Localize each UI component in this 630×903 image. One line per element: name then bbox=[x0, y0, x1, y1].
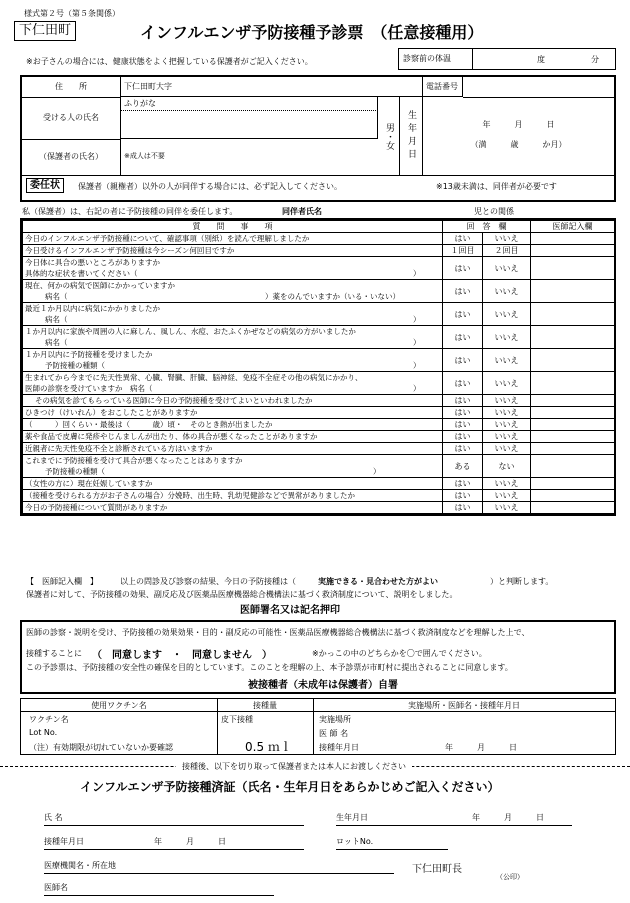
consent-block bbox=[20, 620, 616, 694]
furigana-label: ふりがな bbox=[120, 97, 378, 111]
injection-method: 皮下接種 bbox=[221, 715, 253, 724]
doctor-note-cell[interactable] bbox=[531, 407, 615, 419]
phone-field[interactable] bbox=[463, 77, 614, 98]
doctor-note-cell[interactable] bbox=[531, 478, 615, 490]
answer-option-1[interactable]: はい bbox=[443, 372, 483, 395]
question-detail-end: ）薬をのんでいますか（いる・いない） bbox=[265, 292, 400, 301]
name-label: 受ける人の氏名 bbox=[22, 97, 121, 140]
question-line: （女性の方に）現在妊娠していますか bbox=[25, 479, 153, 488]
question-row bbox=[23, 419, 615, 431]
question-row bbox=[23, 455, 615, 478]
answer-option-2[interactable]: いいえ bbox=[483, 233, 531, 245]
question-detail-end: ） bbox=[413, 384, 421, 393]
question-detail-end: ） bbox=[413, 315, 421, 324]
question-row bbox=[23, 303, 615, 326]
doctor-note-cell[interactable] bbox=[531, 326, 615, 349]
doctor-decision-choice[interactable]: 実施できる・見合わせた方がよい bbox=[318, 577, 438, 586]
answer-option-2[interactable]: いいえ bbox=[483, 372, 531, 395]
consent-line2-pre: 接種することに bbox=[26, 649, 82, 658]
certificate-date-label: 接種年月日 bbox=[44, 837, 84, 846]
vaccine-name-label[interactable]: ワクチン名 bbox=[29, 715, 69, 724]
question-detail-end: ） bbox=[413, 269, 421, 278]
address-value: 下仁田町大字 bbox=[120, 77, 423, 97]
name-field[interactable] bbox=[120, 111, 378, 139]
age-field[interactable]: （満 歳 か月） bbox=[470, 140, 567, 149]
doctor-note-cell[interactable] bbox=[531, 431, 615, 443]
answer-option-1[interactable]: はい bbox=[443, 443, 483, 455]
answer-option-2[interactable]: いいえ bbox=[483, 349, 531, 372]
doctor-note-cell[interactable] bbox=[531, 395, 615, 407]
doctor-decision-text: 以上の問診及び診察の結果、今日の予防接種は（ bbox=[120, 577, 296, 586]
doctor-note-cell[interactable] bbox=[531, 419, 615, 431]
question-line: （接種を受けられる方がお子さんの場合）分娩時、出生時、乳幼児健診などで異常がありましたか bbox=[25, 491, 355, 500]
doctor-note-cell[interactable] bbox=[531, 490, 615, 502]
adult-note: ※成人は不要 bbox=[124, 152, 165, 160]
answer-option-2[interactable]: いいえ bbox=[483, 407, 531, 419]
question-detail: 予防接種の種類（ bbox=[45, 361, 105, 370]
guardian-label: （保護者の氏名） bbox=[22, 139, 121, 175]
question-text bbox=[23, 443, 443, 455]
question-text bbox=[23, 257, 443, 280]
certificate-lot-label: ロットNo. bbox=[336, 837, 374, 846]
question-text bbox=[23, 478, 443, 490]
question-text bbox=[23, 372, 443, 395]
answer-header: 回 答 欄 bbox=[443, 221, 531, 233]
town-badge: 下仁田町 bbox=[14, 21, 76, 41]
certificate-birth-field[interactable] bbox=[336, 812, 572, 826]
doctor-note-cell[interactable] bbox=[531, 233, 615, 245]
answer-option-2[interactable]: いいえ bbox=[483, 443, 531, 455]
lot-label[interactable]: Lot No. bbox=[29, 728, 58, 737]
answer-option-1[interactable]: はい bbox=[443, 349, 483, 372]
cut-note: 接種後、以下を切り取って保護者または本人にお渡しください bbox=[176, 761, 412, 772]
answer-option-2[interactable]: いいえ bbox=[483, 419, 531, 431]
delegation-badge: 委任状 bbox=[26, 178, 64, 193]
consent-line1: 医師の診察・説明を受け、予防接種の効果効果・目的・副反応の可能性・医薬品医療機器総合機構法に基づく救済制度などを理解した上で、 bbox=[26, 628, 530, 637]
answer-option-1[interactable]: はい bbox=[443, 419, 483, 431]
answer-option-1[interactable]: はい bbox=[443, 257, 483, 280]
delegation-age-note: ※13歳未満は、同伴者が必要です bbox=[436, 182, 557, 191]
question-text bbox=[23, 233, 443, 245]
page-title: インフルエンザ予防接種予診票 （任意接種用） bbox=[140, 23, 484, 42]
question-text bbox=[23, 407, 443, 419]
doctor-section-label: 【 医師記入欄 】 bbox=[26, 577, 98, 586]
phone-label: 電話番号 bbox=[423, 77, 463, 97]
question-row bbox=[23, 407, 615, 419]
delegation-statement: 私（保護者）は、右記の者に予防接種の同伴を委任します。 bbox=[22, 207, 238, 216]
question-line: 今日受けるインフルエンザ予防接種は今シーズン何回目ですか bbox=[25, 246, 235, 255]
doctor-name-label[interactable]: 医 師 名 bbox=[319, 729, 349, 738]
question-text bbox=[23, 326, 443, 349]
certificate-birth-label: 生年月日 bbox=[336, 813, 368, 822]
question-detail-end: ） bbox=[413, 338, 421, 347]
question-row bbox=[23, 395, 615, 407]
answer-option-1[interactable]: はい bbox=[443, 280, 483, 303]
doctor-decision-end: ）と判断します。 bbox=[490, 577, 554, 586]
question-line: 今日の予防接種について質問がありますか bbox=[25, 503, 168, 512]
question-row bbox=[23, 257, 615, 280]
question-detail-end: ） bbox=[413, 361, 421, 370]
doctor-note-cell[interactable] bbox=[531, 443, 615, 455]
question-detail: 予防接種の種類（ bbox=[45, 467, 105, 476]
question-detail-end: ） bbox=[373, 467, 381, 476]
certificate-doctor-label: 医師名 bbox=[44, 883, 68, 892]
consent-choice[interactable]: （ 同意します ・ 同意しません ） bbox=[92, 650, 272, 661]
question-detail: 具体的な症状を書いてください（ bbox=[25, 269, 138, 278]
expiry-note: （注）有効期限が切れていないか要確認 bbox=[29, 743, 173, 752]
answer-option-1[interactable]: １回目 bbox=[443, 245, 483, 257]
question-row bbox=[23, 502, 615, 514]
question-text bbox=[23, 490, 443, 502]
answer-option-2[interactable]: いいえ bbox=[483, 280, 531, 303]
question-detail: 病名（ bbox=[45, 338, 68, 347]
doctor-note-cell[interactable] bbox=[531, 455, 615, 478]
companion-name-label: 同伴者氏名 bbox=[282, 207, 322, 216]
certificate-name-label: 氏 名 bbox=[44, 813, 63, 822]
answer-option-2[interactable]: いいえ bbox=[483, 303, 531, 326]
divider bbox=[217, 699, 218, 754]
form-number: 様式第２号（第５条関係） bbox=[24, 9, 120, 18]
question-text bbox=[23, 502, 443, 514]
answer-option-2[interactable]: いいえ bbox=[483, 502, 531, 514]
certificate-doctor-field[interactable] bbox=[44, 882, 274, 896]
answer-option-1[interactable]: はい bbox=[443, 502, 483, 514]
question-text bbox=[23, 280, 443, 303]
vaccine-table bbox=[20, 698, 616, 755]
question-row bbox=[23, 233, 615, 245]
answer-option-2[interactable]: ２回目 bbox=[483, 245, 531, 257]
vaccine-name-header: 使用ワクチン名 bbox=[91, 701, 147, 710]
doctor-note-cell[interactable] bbox=[531, 257, 615, 280]
question-row bbox=[23, 443, 615, 455]
certificate-birth-ymd: 年 月 日 bbox=[472, 813, 544, 822]
temperature-box bbox=[398, 48, 616, 70]
answer-option-2[interactable]: いいえ bbox=[483, 478, 531, 490]
question-row bbox=[23, 372, 615, 395]
question-row bbox=[23, 245, 615, 257]
question-line: 生まれてから今までに先天性異常、心臓、腎臓、肝臓、脳神経、免疫不全症その他の病気にかかり、 bbox=[25, 373, 363, 382]
temperature-minute-unit: 分 bbox=[591, 55, 599, 64]
question-header: 質 問 事 項 bbox=[23, 221, 443, 233]
doctor-signature-label: 医師署名又は記名押印 bbox=[240, 605, 340, 616]
relation-label: 児との関係 bbox=[474, 207, 514, 216]
certificate-facility-label: 医療機関名・所在地 bbox=[44, 861, 116, 870]
doctor-note-cell[interactable] bbox=[531, 245, 615, 257]
question-row bbox=[23, 490, 615, 502]
birthdate-label: 生年月日 bbox=[400, 97, 423, 175]
question-line: １か月以内に家族や周囲の人に麻しん、風しん、水痘、おたふくかぜなどの病気の方がいましたか bbox=[25, 327, 356, 336]
question-line: ひきつけ（けいれん）をおこしたことがありますか bbox=[25, 408, 198, 417]
question-row bbox=[23, 280, 615, 303]
certificate-name-field[interactable] bbox=[44, 812, 304, 826]
answer-option-2[interactable]: いいえ bbox=[483, 490, 531, 502]
question-line: 近親者に先天性免疫不全と診断されている方はいますか bbox=[25, 444, 213, 453]
delegation-text: 保護者（親権者）以外の人が同伴する場合には、必ず記入してください。 bbox=[78, 182, 342, 191]
divider bbox=[22, 175, 614, 176]
question-line: これまでに予防接種を受けて具合が悪くなったことはありますか bbox=[25, 456, 243, 465]
official-seal: （公印） bbox=[496, 873, 524, 881]
consent-line3: この予診票は、予防接種の安全性の確保を目的としています。このことを理解の上、本予診票が市町村に提出されることに同意します。 bbox=[26, 663, 513, 672]
answer-option-1[interactable]: はい bbox=[443, 233, 483, 245]
question-line: 薬や食品で皮膚に発疹やじんましんが出たり、体の具合が悪くなったことがありますか bbox=[25, 432, 318, 441]
consent-signature-label: 被接種者（未成年は保護者）自署 bbox=[248, 680, 398, 691]
certificate-lot-field[interactable] bbox=[336, 836, 448, 850]
question-line: 現在、何かの病気で医師にかかっていますか bbox=[25, 281, 175, 290]
question-line: 最近１か月以内に病気にかかりましたか bbox=[25, 304, 160, 313]
certificate-date-field[interactable] bbox=[44, 836, 304, 850]
certificate-facility-field[interactable] bbox=[44, 860, 394, 874]
answer-option-2[interactable]: ない bbox=[483, 455, 531, 478]
question-row bbox=[23, 431, 615, 443]
question-detail: 病名（ bbox=[45, 292, 68, 301]
doctor-header: 医師記入欄 bbox=[531, 221, 615, 233]
answer-option-1[interactable]: はい bbox=[443, 407, 483, 419]
certificate-date-ymd: 年 月 日 bbox=[154, 837, 226, 846]
answer-option-1[interactable]: はい bbox=[443, 326, 483, 349]
dose-amount: 0.5 ｍｌ bbox=[245, 740, 292, 754]
question-detail: 病名（ bbox=[45, 315, 68, 324]
personal-info-block bbox=[20, 75, 616, 202]
answer-option-1[interactable]: はい bbox=[443, 478, 483, 490]
answer-option-1[interactable]: はい bbox=[443, 395, 483, 407]
question-text bbox=[23, 349, 443, 372]
question-text bbox=[23, 245, 443, 257]
certificate-title: インフルエンザ予防接種済証（氏名・生年月日をあらかじめご記入ください） bbox=[80, 780, 500, 794]
temperature-label: 診察前の体温 bbox=[399, 49, 473, 69]
address-label: 住 所 bbox=[22, 77, 121, 98]
answer-option-2[interactable]: いいえ bbox=[483, 395, 531, 407]
vaccination-date-ymd: 年 月 日 bbox=[445, 743, 517, 752]
question-text bbox=[23, 431, 443, 443]
question-row bbox=[23, 478, 615, 490]
questionnaire-table bbox=[20, 218, 616, 516]
answer-option-1[interactable]: はい bbox=[443, 431, 483, 443]
doctor-note-cell[interactable] bbox=[531, 502, 615, 514]
question-line: 今日体に具合の悪いところがありますか bbox=[25, 258, 160, 267]
question-detail: 医師の診察を受けていますか 病名（ bbox=[25, 384, 153, 393]
doctor-note-cell[interactable] bbox=[531, 303, 615, 326]
doctor-note-cell[interactable] bbox=[531, 280, 615, 303]
question-line: （ ）回くらい・最後は（ 歳）頃・ そのとき熱が出ましたか bbox=[25, 420, 273, 429]
answer-option-2[interactable]: いいえ bbox=[483, 431, 531, 443]
gender-selector[interactable]: 男・女 bbox=[378, 97, 400, 175]
doctor-note-cell[interactable] bbox=[531, 372, 615, 395]
temperature-degree-unit: 度 bbox=[537, 55, 545, 64]
place-label[interactable]: 実施場所 bbox=[319, 715, 351, 724]
question-row bbox=[23, 326, 615, 349]
question-line: １か月以内に予防接種を受けましたか bbox=[25, 350, 153, 359]
birthdate-ymd[interactable]: 年 月 日 bbox=[482, 120, 555, 129]
consent-instruction: ※かっこの中のどちらかを〇で囲んでください。 bbox=[312, 649, 487, 658]
place-header: 実施場所・医師名・接種年月日 bbox=[408, 701, 520, 710]
question-row bbox=[23, 349, 615, 372]
doctor-explanation: 保護者に対して、予防接種の効果、副反応及び医薬品医療機器総合機構法に基づく救済制度について、説明をしました。 bbox=[26, 590, 458, 599]
question-line: その病気を診てもらっている医師に今日の予防接種を受けてよいといわれましたか bbox=[35, 396, 313, 405]
answer-option-2[interactable]: いいえ bbox=[483, 257, 531, 280]
answer-option-2[interactable]: いいえ bbox=[483, 326, 531, 349]
answer-option-1[interactable]: はい bbox=[443, 490, 483, 502]
doctor-note-cell[interactable] bbox=[531, 349, 615, 372]
question-line: 今日のインフルエンザ予防接種について、確認事項（別紙）を読んで理解しましたか bbox=[25, 234, 310, 243]
divider bbox=[313, 699, 314, 754]
amount-header: 接種量 bbox=[253, 701, 277, 710]
answer-option-1[interactable]: はい bbox=[443, 303, 483, 326]
question-text bbox=[23, 303, 443, 326]
child-note: ※お子さんの場合には、健康状態をよく把握している保護者がご記入ください。 bbox=[26, 57, 313, 66]
question-text bbox=[23, 419, 443, 431]
answer-option-1[interactable]: ある bbox=[443, 455, 483, 478]
mayor-label: 下仁田町長 bbox=[412, 864, 462, 875]
question-text bbox=[23, 395, 443, 407]
question-text bbox=[23, 455, 443, 478]
vaccination-date-label[interactable]: 接種年月日 bbox=[319, 743, 359, 752]
